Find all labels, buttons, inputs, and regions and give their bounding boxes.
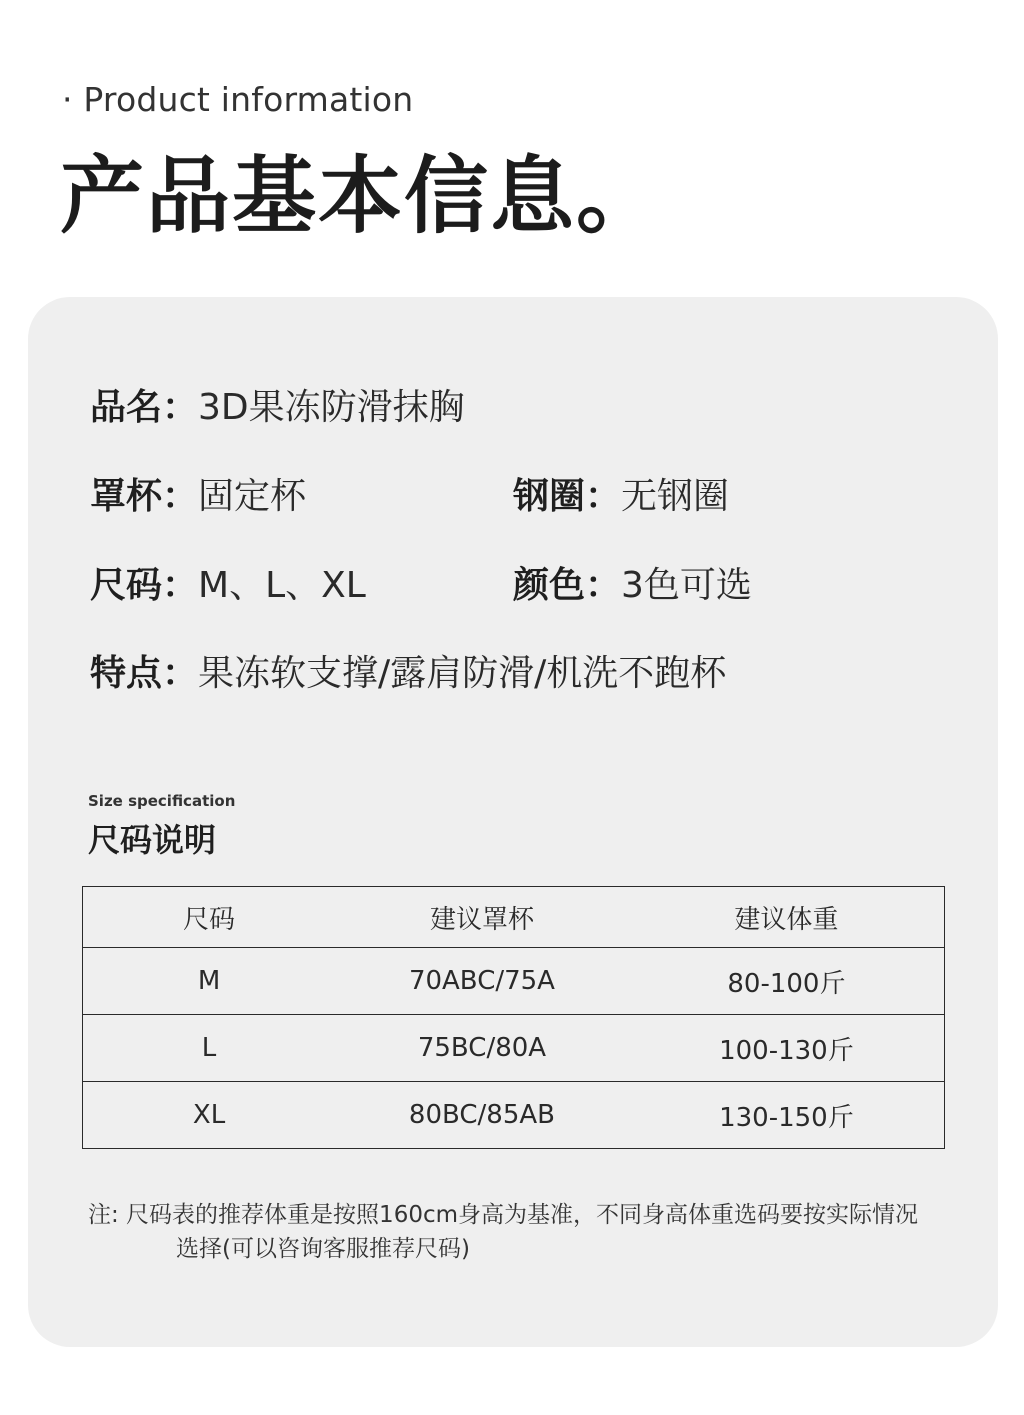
table-cell: 100-130斤 — [629, 1015, 945, 1082]
size-section-subtitle: Size specification — [88, 792, 236, 810]
table-cell: 70ABC/75A — [335, 948, 629, 1015]
size-table — [82, 886, 945, 1149]
info-feature-label: 特点： — [90, 653, 199, 694]
table-cell: M — [83, 948, 336, 1015]
info-size-value: M、L、XL — [198, 565, 366, 606]
info-size-label: 尺码： — [90, 565, 199, 606]
info-name-value: 3D果冻防滑抹胸 — [198, 387, 465, 428]
table-cell: 80-100斤 — [629, 948, 945, 1015]
table-cell: 75BC/80A — [335, 1015, 629, 1082]
info-color — [513, 565, 752, 606]
info-wire-value: 无钢圈 — [621, 476, 730, 517]
table-cell: XL — [83, 1082, 336, 1149]
page-title: 产品基本信息。 — [60, 147, 663, 245]
size-note-line-2: 选择(可以咨询客服推荐尺码) — [176, 1236, 470, 1262]
size-section-title: 尺码说明 — [88, 821, 217, 859]
table-row — [83, 948, 945, 1015]
table-cell: 80BC/85AB — [335, 1082, 629, 1149]
info-color-label: 颜色： — [513, 565, 622, 606]
table-cell: 130-150斤 — [629, 1082, 945, 1149]
table-header-row — [83, 887, 945, 948]
info-name-label: 品名： — [90, 387, 199, 428]
size-note-line-1: 注: 尺码表的推荐体重是按照160cm身高为基准，不同身高体重选码要按实际情况 — [88, 1202, 919, 1228]
table-header-cell: 尺码 — [183, 904, 236, 935]
table-header-cell: 建议体重 — [734, 904, 839, 935]
info-cup — [90, 476, 307, 517]
info-size — [90, 565, 366, 606]
table-row — [83, 1082, 945, 1149]
info-name — [90, 387, 465, 428]
info-color-value: 3色可选 — [621, 565, 752, 606]
table-row — [83, 1015, 945, 1082]
info-wire — [513, 476, 730, 517]
info-cup-value: 固定杯 — [198, 476, 307, 517]
info-wire-label: 钢圈： — [513, 476, 622, 517]
eyebrow-label: · Product information — [62, 80, 414, 119]
info-feature-value: 果冻软支撑/露肩防滑/机洗不跑杯 — [198, 653, 727, 694]
info-feature — [90, 653, 727, 694]
table-cell: L — [83, 1015, 336, 1082]
table-header-cell: 建议罩杯 — [429, 904, 534, 935]
info-cup-label: 罩杯： — [90, 476, 199, 517]
size-note — [88, 1198, 918, 1266]
